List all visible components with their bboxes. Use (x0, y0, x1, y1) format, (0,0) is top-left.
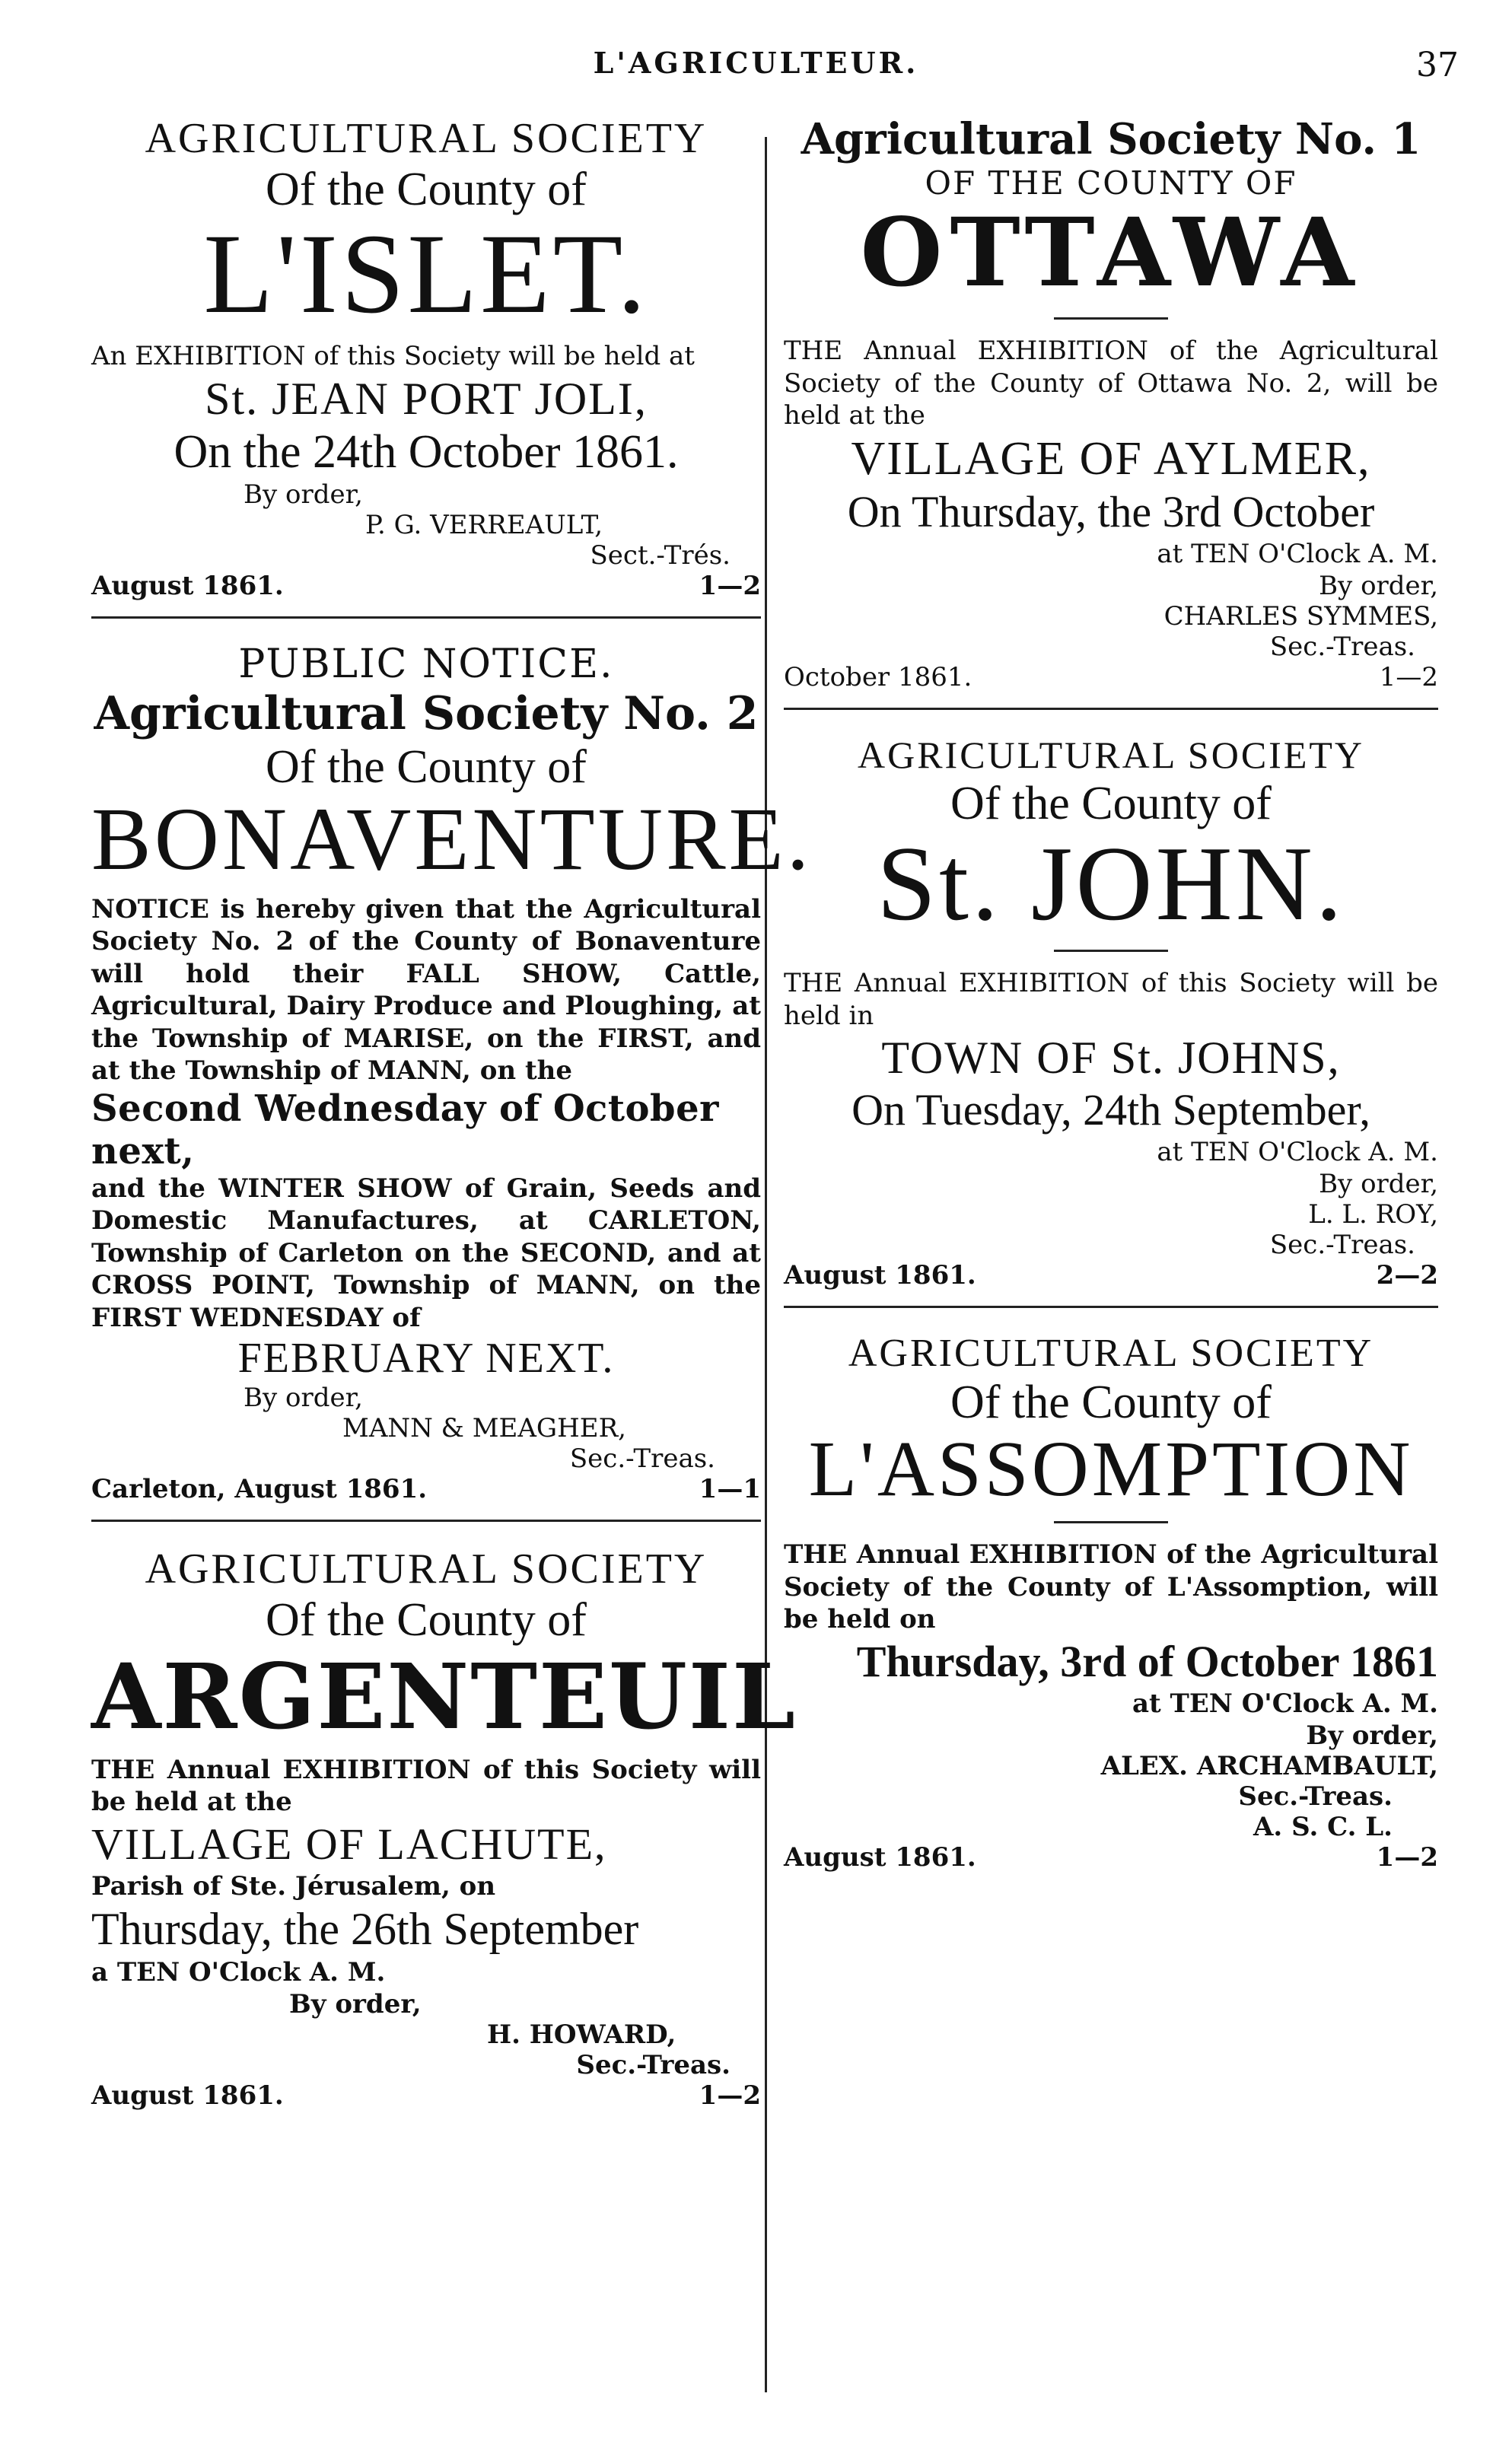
ad-county: Of the County of (950, 1377, 1272, 1429)
ad-by-order: By order, (244, 1383, 363, 1413)
ad-footer-number: 1—2 (1379, 662, 1438, 693)
ad-footer-number: 2—2 (1376, 1260, 1438, 1291)
ad-society: AGRICULTURAL SOCIETY (848, 1332, 1374, 1376)
ad-intro: THE Annual EXHIBITION of the Agricultural Society of the County of L'Assomption, will be held on (784, 1539, 1438, 1635)
ad-signatory-title: Sec.-Treas. (576, 2050, 731, 2081)
ad-stjohn (784, 733, 1438, 1308)
ad-county: OF THE COUNTY OF (925, 164, 1297, 202)
ad-place: VILLAGE OF LACHUTE, (91, 1819, 607, 1869)
ad-time: at TEN O'Clock A. M. (1132, 1688, 1438, 1719)
running-title: L'AGRICULTEUR. (593, 46, 919, 80)
ad-signatory-title: Sec.-Treas. (1269, 1230, 1415, 1261)
ad-notice-heading: PUBLIC NOTICE. (238, 641, 614, 687)
ad-signatory-title: Sec.-Treas. (1269, 632, 1415, 663)
ad-date: On the 24th October 1861. (173, 425, 679, 478)
ad-rule (1054, 950, 1168, 952)
ad-rule (1054, 317, 1168, 320)
ad-intro: THE Annual EXHIBITION of this Society will be held at the (91, 1754, 761, 1818)
ad-county: Of the County of (266, 164, 587, 215)
ad-by-order: By order, (244, 479, 363, 510)
ad-separator (784, 1306, 1438, 1308)
ad-lassomption (784, 1331, 1438, 1873)
column-divider (765, 137, 767, 2392)
ad-footer (784, 1260, 1438, 1291)
ad-footer-date: Carleton, August 1861. (91, 1474, 428, 1504)
ad-signatory: L. L. ROY, (1308, 1199, 1438, 1230)
ad-footer-number: 1—1 (699, 1474, 761, 1504)
ad-signatory: P. G. VERREAULT, (365, 509, 603, 540)
ad-place: St. JEAN PORT JOLI, (205, 373, 648, 424)
ad-place: VILLAGE OF AYLMER, (851, 432, 1371, 485)
ad-footer-number: 1—2 (699, 570, 761, 601)
ad-footer (91, 2080, 761, 2111)
ad-footer-date: August 1861. (784, 1841, 976, 1873)
ad-body: NOTICE is hereby given that the Agricultural Society No. 2 of the County of Bonaventure will hold their FALL SHOW, Cattle, Agricultural, Dairy Produce and Ploughing, at the Township of MARISE, on the FIRST, and at the Township of MANN, on the (91, 893, 761, 1086)
ad-signatory: MANN & MEAGHER, (342, 1413, 626, 1443)
ad-county-name: L'ISLET. (203, 211, 649, 337)
ad-place: TOWN OF St. JOHNS, (881, 1033, 1341, 1084)
ad-by-order: By order, (1306, 1720, 1438, 1751)
ad-county: Of the County of (950, 778, 1272, 830)
ad-time: at TEN O'Clock A. M. (1157, 1137, 1438, 1168)
ad-society: Agricultural Society No. 2 (94, 686, 759, 740)
ad-intro: An EXHIBITION of this Society will be held at (91, 341, 695, 371)
ad-by-order: By order, (289, 1989, 422, 2020)
ad-time: a TEN O'Clock A. M. (91, 1956, 386, 1988)
ad-footer (784, 1842, 1438, 1873)
ad-society: AGRICULTURAL SOCIETY (857, 734, 1365, 777)
ad-county-name: BONAVENTURE. (91, 788, 813, 889)
ad-footer-date: August 1861. (91, 2080, 284, 2112)
ad-footer (91, 1474, 761, 1504)
ad-intro: THE Annual EXHIBITION of this Society will be held in (784, 968, 1438, 1031)
ad-county: Of the County of (266, 740, 587, 793)
ad-footer-date: August 1861. (784, 1260, 976, 1291)
ad-footer-number: 1—2 (699, 2080, 761, 2112)
ad-footer-number: 1—2 (1376, 1841, 1438, 1873)
ad-date: On Thursday, the 3rd October (847, 486, 1375, 536)
ad-bonaventure (91, 641, 813, 1523)
right-column (784, 114, 1438, 2408)
ad-date: On Tuesday, 24th September, (851, 1085, 1370, 1135)
ad-county-name: OTTAWA (860, 198, 1362, 308)
ad-date: Thursday, 3rd of October 1861 (856, 1636, 1438, 1686)
ad-lislet (91, 114, 761, 619)
ad-parish: Parish of Ste. Jérusalem, on (91, 1870, 496, 1902)
ad-society: AGRICULTURAL SOCIETY (145, 115, 708, 162)
left-column (91, 114, 813, 2408)
ad-society: AGRICULTURAL SOCIETY (145, 1545, 708, 1593)
ad-signatory: CHARLES SYMMES, (1163, 601, 1438, 632)
ad-footer-date: August 1861. (91, 570, 284, 601)
ad-intro: THE Annual EXHIBITION of the Agricultural Society of the County of Ottawa No. 2, will be held at the (784, 336, 1438, 431)
ad-footer (91, 571, 761, 601)
ad-county: Of the County of (266, 1594, 587, 1646)
ad-time: at TEN O'Clock A. M. (1157, 538, 1438, 569)
ad-signatory: ALEX. ARCHAMBAULT, (1100, 1750, 1438, 1781)
ad-emphasis: Second Wednesday of October next, (91, 1087, 719, 1173)
ad-separator (784, 708, 1438, 710)
ad-separator (91, 616, 761, 619)
ad-footer (784, 662, 1438, 692)
ad-signatory: H. HOWARD, (487, 2019, 676, 2051)
ad-by-order: By order, (1319, 1169, 1438, 1200)
ad-rule (1054, 1521, 1168, 1523)
running-header (0, 46, 1512, 99)
ad-footer-date: October 1861. (784, 662, 972, 693)
ad-county-name: ARGENTEUIL (91, 1644, 797, 1749)
ad-by-order: By order, (1319, 571, 1438, 602)
ad-separator (91, 1520, 761, 1522)
ad-signatory-title: Sec.-Treas. (569, 1443, 715, 1474)
ad-month: FEBRUARY NEXT. (237, 1335, 615, 1382)
ad-argenteuil (91, 1545, 797, 2112)
ad-society: Agricultural Society No. 1 (801, 114, 1421, 164)
ad-date: Thursday, the 26th September (91, 1903, 639, 1954)
ad-ottawa (784, 114, 1438, 710)
ad-society-initials: A. S. C. L. (1253, 1811, 1393, 1842)
ad-body-continued: and the WINTER SHOW of Grain, Seeds and Domestic Manufactures, at CARLETON, Township of Carleton on the SECOND, and at CROSS POINT, Township of MANN, on the FIRST WEDNESDAY of (91, 1173, 761, 1333)
ad-county-name: St. JOHN. (877, 825, 1345, 944)
ad-county-name: L'ASSOMPTION (808, 1425, 1414, 1513)
page-number: 37 (1416, 46, 1459, 84)
ad-signatory-title: Sec.-Treas. (1238, 1781, 1393, 1812)
ad-signatory-title: Sect.-Trés. (590, 539, 731, 571)
